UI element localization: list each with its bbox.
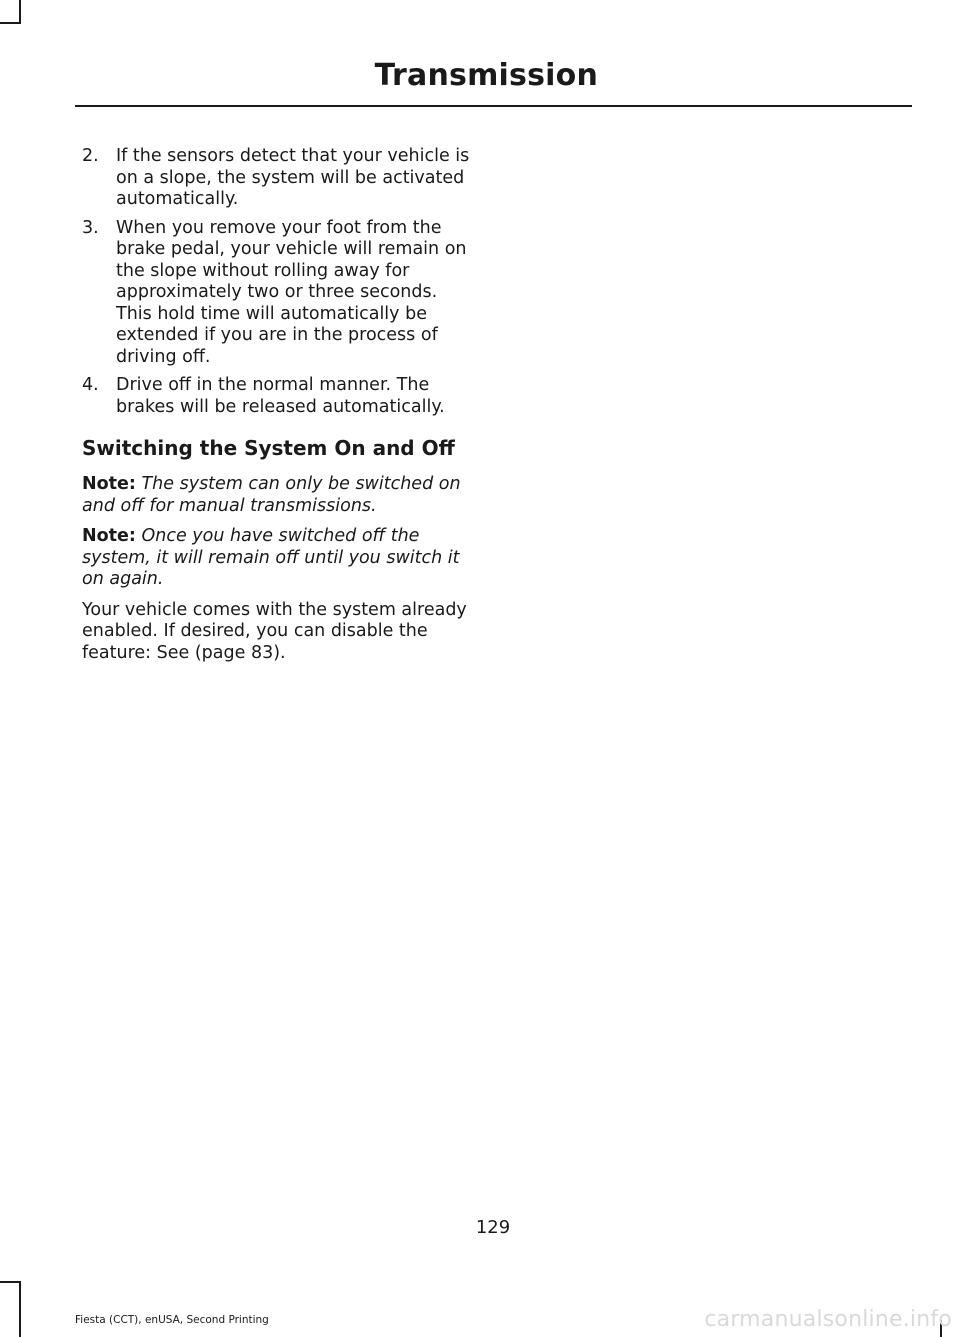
crop-mark-bottom-left-v [19,1281,21,1337]
crop-mark-top-left-v [19,0,21,24]
page-title: Transmission [374,58,598,93]
watermark: carmanualsonline.info [704,1307,952,1332]
page-number: 129 [475,1217,511,1238]
step-text: If the sensors detect that your vehicle is on a slope, the system will be activated automatically. [116,146,470,209]
step-number: 2. [82,146,99,166]
step-text: Drive off in the normal manner. The brakes will be released automatically. [116,375,445,417]
body-paragraph: Your vehicle comes with the system already enabled. If desired, you can disable the feature: See (page 83). [82,599,467,663]
note-label: Note: [82,526,136,546]
step-number: 3. [82,217,99,238]
step-list [82,146,478,418]
main-content [82,146,478,664]
section-heading: Switching the System On and Off [82,436,455,460]
note [82,526,478,591]
crop-mark-bottom-left-h [0,1281,21,1283]
step-number: 4. [82,375,99,395]
edition-footer: Fiesta (CCT), enUSA, Second Printing [75,1314,269,1326]
note [82,474,478,517]
crop-mark-top-left-h [0,22,21,24]
note-label: Note: [82,474,136,494]
note-text: The system can only be switched on and off for manual transmissions. [82,474,461,516]
list-item [82,375,478,418]
list-item [82,218,478,369]
step-text: When you remove your foot from the brake pedal, your vehicle will remain on the slope without rolling away for approximately two or three seconds. This hold time will automatically be extended if you are in the process of driving off. [116,217,467,367]
header-divider [75,105,912,107]
note-text: Once you have switched off the system, it will remain off until you switch it on again. [82,526,460,589]
list-item [82,146,478,211]
